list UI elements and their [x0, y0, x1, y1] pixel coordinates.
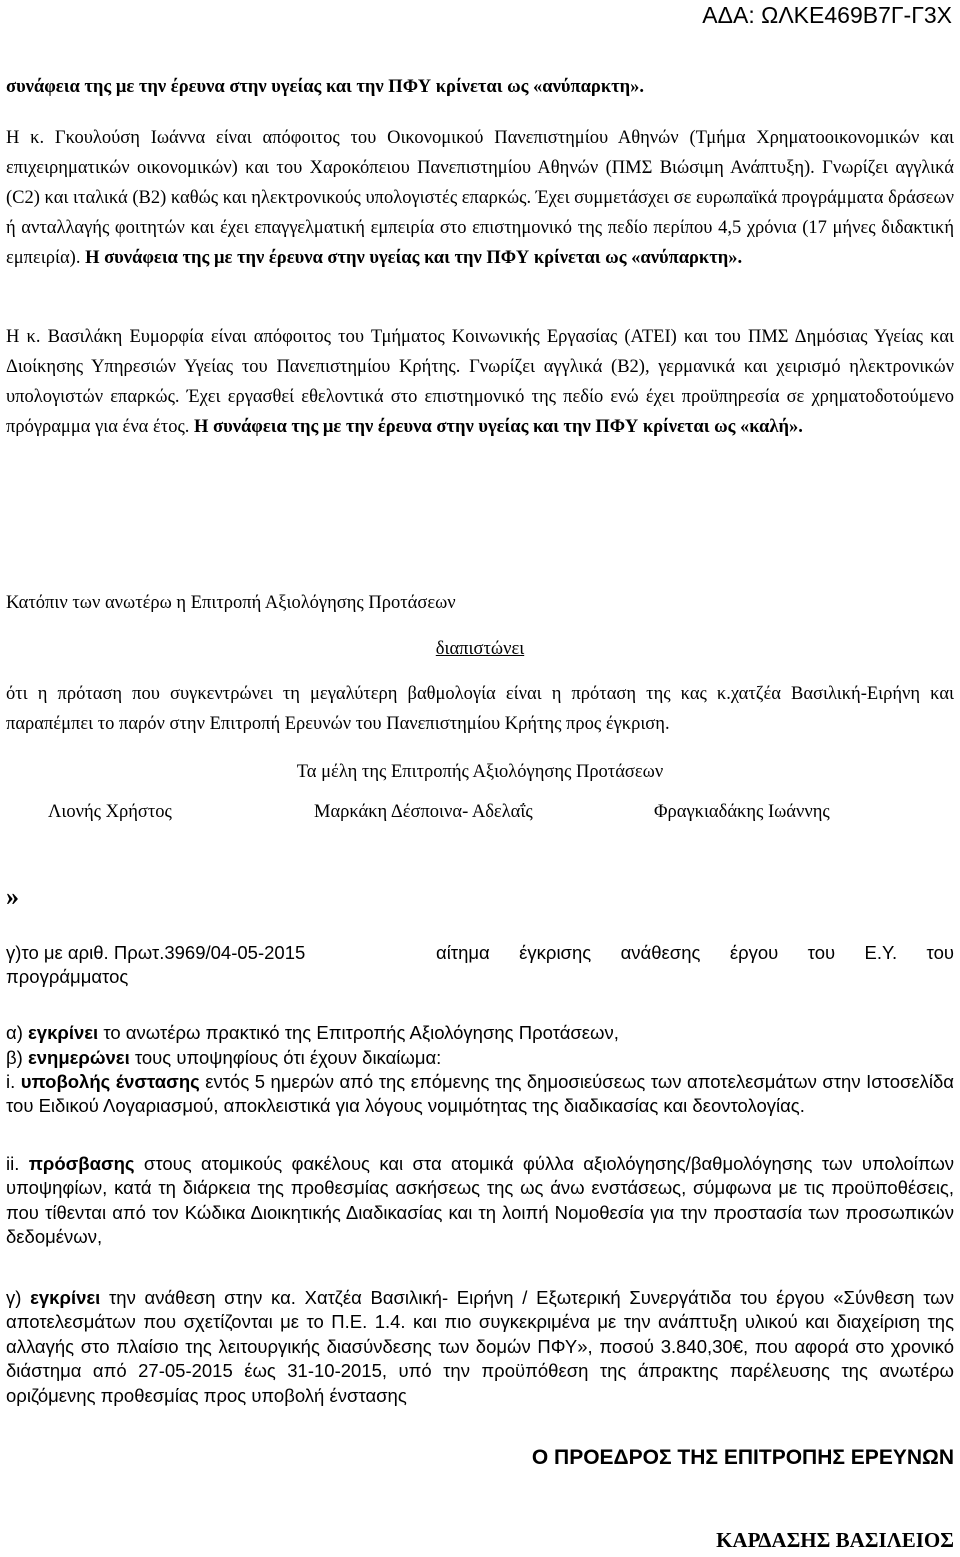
- candidate-description: Η κ. Βασιλάκη Ευμορφία είναι απόφοιτος του Τμήματος Κοινωνικής Εργασίας (ΑΤΕΙ) και του ΠΜΣ Δημόσιας Υγείας και Διοίκησης Υπηρεσιών Υγείας του Πανεπιστημίου Κρήτης. Γνωρίζει αγγλικά (Β2), γερμανικά και χειρισμό ηλεκτρονικών υπολογιστών επαρκώς. Έχει εργασθεί εθελοντικά στο επιστημονικό της πεδίο ενώ έχει προϋπηρεσία σε χρηματοδοτούμενο πρόγραμμα για ένα έτος.: [6, 327, 954, 437]
- relevance-verdict-prev: συνάφεια της με την έρευνα στην υγείας και την ΠΦΥ κρίνεται ως «ανύπαρκτη».: [6, 77, 644, 97]
- committee-member: Λιονής Χρήστος: [48, 802, 172, 822]
- committee-finding: ότι η πρόταση που συγκεντρώνει τη μεγαλύτερη βαθμολογία είναι η πρόταση της κας κ.χατζέα Βασιλική-Ειρήνη και παραπέμπει το παρόν στην Επιτροπή Ερευνών του Πανεπιστημίου Κρήτης προς έγκριση.: [6, 684, 954, 734]
- item-g-request: αίτημα έγκρισης ανάθεσης έργου του Ε.Υ. του: [436, 942, 954, 963]
- committee-member: Μαρκάκη Δέσποινα- Αδελαΐς: [314, 802, 533, 822]
- decision-b: β) ενημερώνει τους υποψηφίους ότι έχουν δικαίωμα:: [6, 1047, 442, 1068]
- signatory-title: Ο ΠΡΟΕΔΡΟΣ ΤΗΣ ΕΠΙΤΡΟΠΗΣ ΕΡΕΥΝΩΝ: [531, 1446, 954, 1469]
- candidate-description: Η κ. Γκουλούση Ιωάννα είναι απόφοιτος του Οικονομικού Πανεπιστημίου Αθηνών (Τμήμα Χρηματοοικονομικών και επιχειρηματικών οικονομικών) και του Χαροκόπειου Πανεπιστημίου Αθηνών (ΠΜΣ Βιώσιμη Ανάπτυξη). Γνωρίζει αγγλικά (C2) και ιταλικά (Β2) καθώς και ηλεκτρονικούς υπολογιστές επαρκώς. Έχει συμμετάσχει σε ευρωπαϊκά προγράμματα δράσεων ή ανταλλαγής φοιτητών και έχει επαγγελματική εμπειρία στο επιστημονικό της πεδίο περίπου 4,5 χρόνια (17 μήνες διδακτική εμπειρία).: [6, 128, 954, 268]
- item-g-reference: γ)το με αριθ. Πρωτ.3969/04-05-2015: [6, 942, 306, 963]
- decision-a: α) εγκρίνει το ανωτέρω πρακτικό της Επιτροπής Αξιολόγησης Προτάσεων,: [6, 1022, 619, 1043]
- committee-intro: Κατόπιν των ανωτέρω η Επιτροπή Αξιολόγησης Προτάσεων: [6, 593, 456, 613]
- relevance-verdict: Η συνάφεια της με την έρευνα στην υγείας και την ΠΦΥ κρίνεται ως «ανύπαρκτη».: [85, 248, 743, 268]
- document-code: ΑΔΑ: ΩΛΚΕ469Β7Γ-Γ3Χ: [702, 2, 952, 28]
- item-g-program: προγράμματος: [6, 966, 129, 987]
- closing-quote-mark: »: [6, 882, 19, 911]
- decision-b-i: i. υποβολής ένστασης εντός 5 ημερών από της επόμενης της δημοσιεύσεως των αποτελεσμάτων στην Ιστοσελίδα του Ειδικού Λογαριασμού, αποκλειστικά για λόγους νομιμότητας της διαδικασίας και δεοντολογίας.: [6, 1071, 955, 1117]
- committee-verdict: διαπιστώνει: [435, 639, 525, 659]
- candidate-paragraph-goulousi: [6, 123, 954, 273]
- candidate-paragraph-vasilaki: [6, 322, 954, 442]
- committee-members-title: Τα μέλη της Επιτροπής Αξιολόγησης Προτάσεων: [296, 762, 664, 782]
- committee-member: Φραγκιαδάκης Ιωάννης: [654, 802, 830, 822]
- relevance-verdict: Η συνάφεια της με την έρευνα στην υγείας και την ΠΦΥ κρίνεται ως «καλή».: [194, 417, 803, 437]
- signatory-name: ΚΑΡΔΑΣΗΣ ΒΑΣΙΛΕΙΟΣ: [716, 1528, 954, 1552]
- decision-b-ii: ii. πρόσβασης στους ατομικούς φακέλους και στα ατομικά φύλλα αξιολόγησης/βαθμολόγησης των υπολοίπων υποψηφίων, κατά τη διάρκεια της προθεσμίας ασκήσεως της ως άνω ενστάσεως, σύμφωνα με τις προϋποθέσεις, που τίθενται από τον Κώδικα Διοικητικής Διαδικασίας και τη λοιπή Νομοθεσία για την προστασία των προσωπικών δεδομένων,: [6, 1153, 955, 1248]
- decision-c: γ) εγκρίνει την ανάθεση στην κα. Χατζέα Βασιλική- Ειρήνη / Εξωτερική Συνεργάτιδα του έργου «Σύνθεση των αποτελεσμάτων που σχετίζονται με το Π.Ε. 1.4. και πιο συγκεκριμένα με την ανάπτυξη υλικού και διαχείριση της αλλαγής στο πλαίσιο της λειτουργικής διασύνδεσης των δομών ΠΦΥ», ποσού 3.840,30€, που αφορά στο χρονικό διάστημα από 27-05-2015 έως 31-10-2015, υπό την προϋπόθεση της άπρακτης παρέλευσης της ανωτέρω οριζόμενης προθεσμίας προς υποβολή ένστασης: [6, 1287, 954, 1406]
